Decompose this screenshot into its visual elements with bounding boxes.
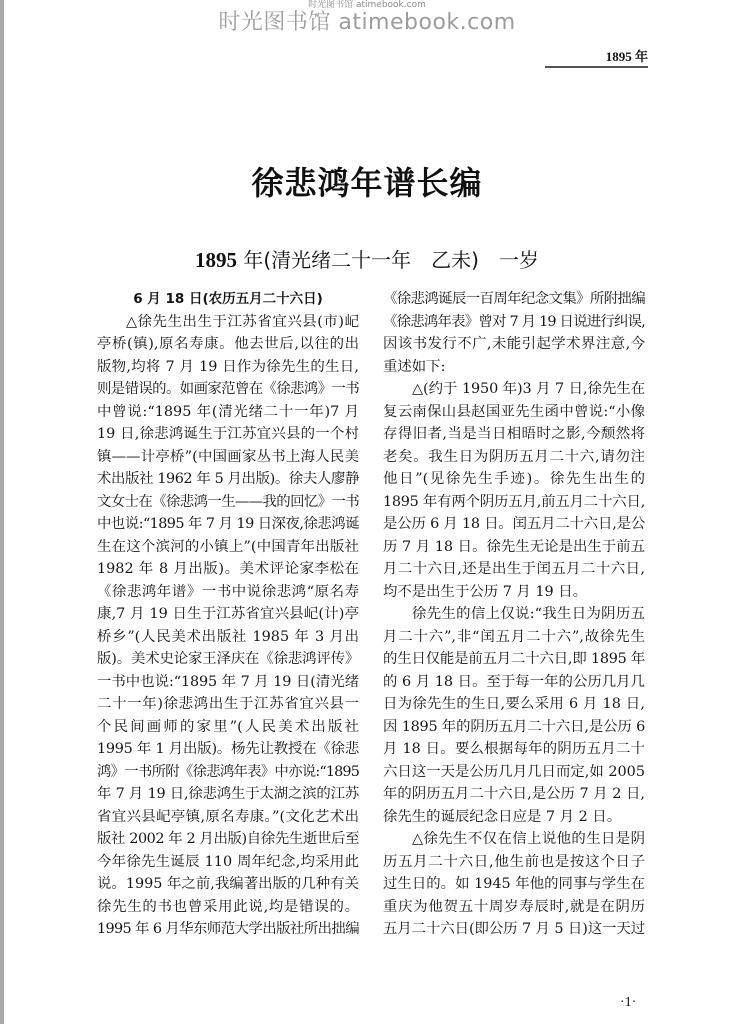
- text-line: 1995 年 1 月出版)。杨先让教授在《徐悲: [97, 741, 359, 757]
- text-line: 则是错误的。如画家范曾在《徐悲鸿》一书: [97, 381, 359, 397]
- text-line: 历 7 月 18 日。徐先生无论是出生于前五: [383, 538, 645, 555]
- text-line: 五月二十六日(即公历 7 月 5 日)这一天过: [383, 921, 645, 937]
- running-head: 1895 年: [605, 49, 648, 64]
- watermark-overlay: 时光图书馆 atimebook.com: [308, 0, 426, 10]
- text-line: 均不是出生于公历 7 月 19 日。: [383, 583, 588, 600]
- text-line: 1982 年 8 月出版)。美术评论家李松在: [97, 561, 359, 577]
- text-line: 19 日,徐悲鸿诞生于江苏宜兴县的一个村: [97, 426, 359, 442]
- text-line: 因该书发行不广,未能引起学术界注意,今: [383, 336, 645, 352]
- text-line: 说。1995 年之前,我编著出版的几种有关: [97, 876, 359, 892]
- text-line: 1995 年 6 月华东师范大学出版社所出拙编: [97, 921, 359, 937]
- text-line: 中曾说:“1895 年(清光绪二十一年)7 月: [97, 403, 359, 420]
- text-line: 康,7 月 19 日生于江苏省宜兴县屺(计)亭: [97, 606, 359, 622]
- text-line: 徐先生的诞辰纪念日应是 7 月 2 日。: [383, 808, 622, 825]
- year-heading-year: 1895: [195, 248, 238, 272]
- text-line: 复云南保山县赵国亚先生函中曾说:“小像: [383, 403, 645, 420]
- page-number: ·1·: [620, 995, 637, 1010]
- text-line: 版)。美术史论家王泽庆在《徐悲鸿评传》: [97, 651, 359, 667]
- text-line: 重述如下:: [383, 358, 446, 375]
- text-line: 徐先生的书也曾采用此说,均是错误的。: [97, 898, 359, 915]
- page-title: 徐悲鸿年谱长编: [251, 164, 483, 202]
- page-left-edge: [0, 0, 4, 1024]
- date-heading: 6 月 18 日(农历五月二十六日): [133, 291, 323, 307]
- text-line: 六日这一天是公历几月几日而定,如 2005: [383, 763, 645, 780]
- text-line: 文女士在《徐悲鸿一生——我的回忆》一书: [97, 493, 359, 510]
- text-line: 生在这个滨河的小镇上”(中国青年出版社: [97, 538, 359, 555]
- text-line: 重庆为他贺五十周岁寿辰时,就是在阴历: [383, 898, 645, 915]
- text-line: 老矣。我生日为阴历五月二十六,请勿注: [383, 448, 645, 465]
- text-line: 镇——计亭桥”(中国画家丛书上海人民美: [97, 448, 359, 465]
- text-line: 个民间画师的家里”(人民美术出版社: [97, 718, 359, 735]
- text-line: 他日”(见徐先生手迹)。徐先生出生的: [383, 471, 645, 487]
- text-line: 桥乡”(人民美术出版社 1985 年 3 月出: [97, 628, 359, 645]
- text-line: 鸿》一书所附《徐悲鸿年表》中亦说:“1895: [97, 763, 359, 780]
- text-line: 二十一年)徐悲鸿出生于江苏省宜兴县一: [97, 696, 359, 712]
- text-line: 的 6 月 18 日。至于每一年的公历几月几: [383, 673, 645, 690]
- text-line: 徐先生的信上仅说:“我生日为阴历五: [412, 606, 645, 622]
- text-line: △徐先生出生于江苏省宜兴县(市)屺: [126, 313, 359, 330]
- watermark: 时光图书馆 atimebook.com: [218, 10, 516, 35]
- text-line: 是公历 6 月 18 日。闰五月二十六日,是公: [383, 516, 645, 532]
- text-line: 一书中也说:“1895 年 7 月 19 日(清光绪: [97, 673, 359, 690]
- text-line: 今年徐先生诞辰 110 周年纪念,均采用此: [97, 853, 359, 870]
- text-line: 年的阴历五月二十六日,是公历 7 月 2 日,: [383, 786, 645, 802]
- text-line: 日为徐先生的生日,要么采用 6 月 18 日,: [383, 696, 645, 712]
- text-line: 存得旧者,当是当日相晤时之影,今颓然将: [383, 426, 645, 442]
- text-line: 《徐悲鸿年谱》一书中说徐悲鸿“原名寿: [97, 583, 359, 600]
- text-line: 过生日的。如 1945 年他的同事与学生在: [383, 876, 645, 892]
- text-line: 历五月二十六日,他生前也是按这个日子: [383, 853, 645, 870]
- text-line: 因 1895 年的阴历五月二十六日,是公历 6: [383, 718, 645, 735]
- text-line: 中也说:“1895 年 7 月 19 日深夜,徐悲鸿诞: [97, 516, 359, 532]
- text-line: 版社 2002 年 2 月出版)自徐先生逝世后至: [97, 831, 359, 847]
- text-line: 亭桥(镇),原名寿康。他去世后,以往的出: [97, 336, 359, 352]
- text-line: 1895 年有两个阴历五月,前五月二十六日,: [383, 493, 645, 510]
- text-line: 省宜兴县屺亭镇,原名寿康。”(文化艺术出: [97, 808, 359, 825]
- text-line: 月 18 日。要么根据每年的阴历五月二十: [383, 741, 645, 757]
- right-column: [383, 288, 645, 941]
- running-head-rule: [545, 66, 648, 68]
- text-line: 《徐悲鸿年表》曾对 7 月 19 日说进行纠误,: [383, 313, 645, 330]
- year-heading-rest: 年(清光绪二十一年 乙未) 一岁: [237, 248, 539, 272]
- text-line: 年 7 月 19 日,徐悲鸿生于太湖之滨的江苏: [97, 786, 359, 802]
- text-line: 《徐悲鸿诞辰一百周年纪念文集》所附拙编: [383, 291, 645, 307]
- text-line: 版物,均将 7 月 19 日作为徐先生的生日,: [97, 358, 359, 375]
- text-line: 月二十六日,还是出生于闰五月二十六日,: [383, 561, 645, 577]
- text-line: 月二十六”,非“闰五月二十六”,故徐先生: [383, 628, 645, 645]
- text-line: △徐先生不仅在信上说他的生日是阴: [412, 831, 645, 847]
- text-line: △(约于 1950 年)3 月 7 日,徐先生在: [412, 381, 645, 397]
- year-heading: [0, 244, 734, 273]
- left-column: [97, 288, 359, 941]
- text-line: 术出版社 1962 年 5 月出版)。徐夫人廖静: [97, 471, 359, 487]
- text-line: 的生日仅能是前五月二十六日,即 1895 年: [383, 651, 645, 667]
